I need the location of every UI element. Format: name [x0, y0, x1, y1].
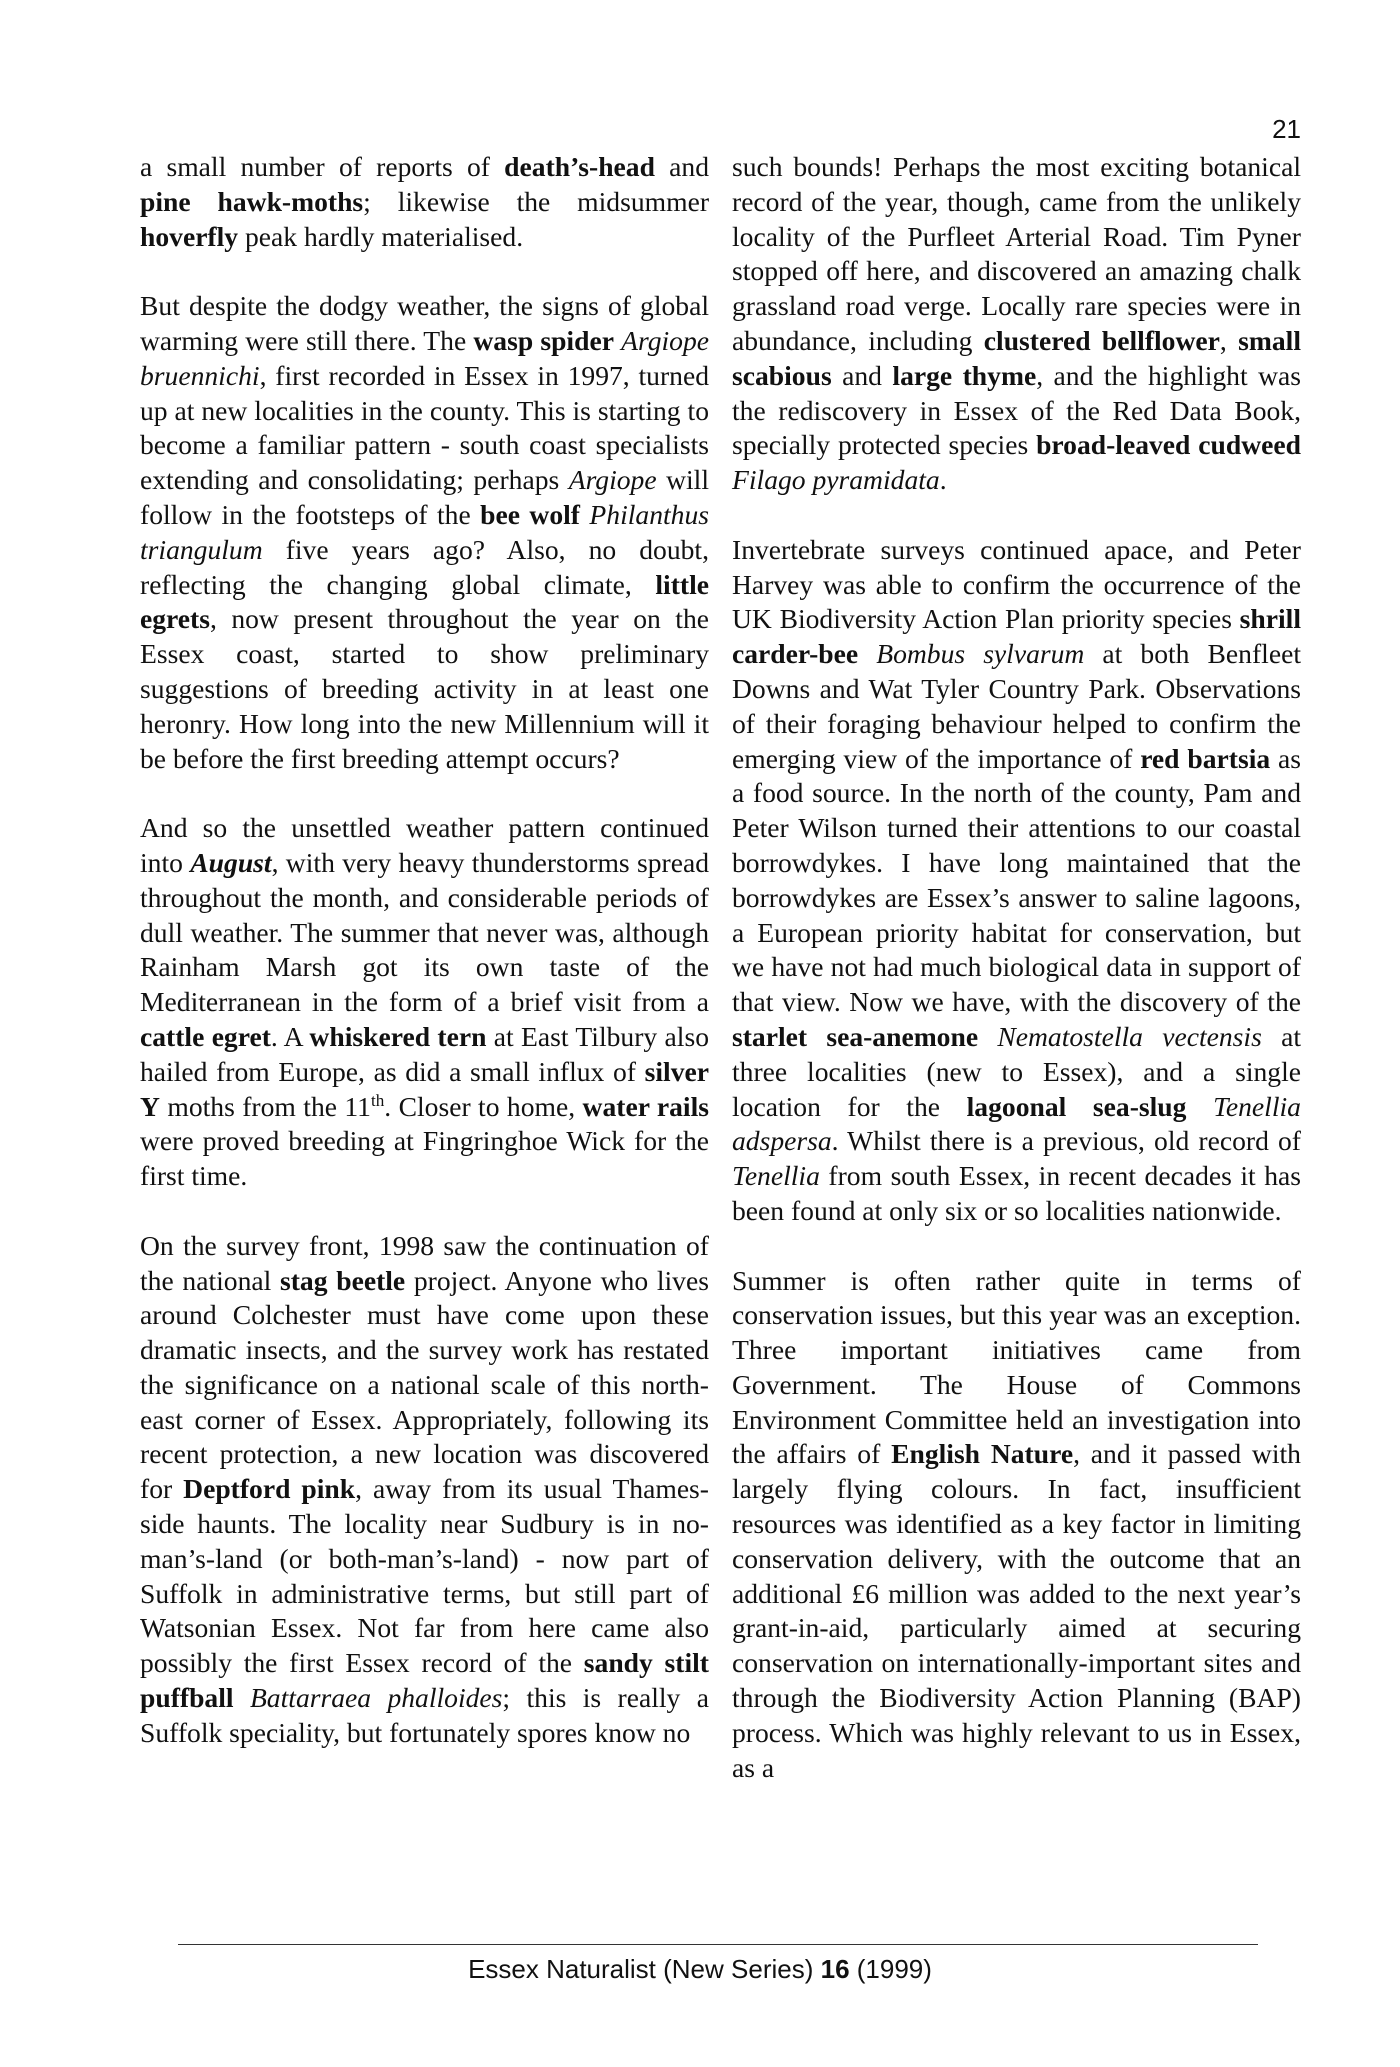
text-run: at three localities (new to Essex), and a single location for the: [732, 1020, 1301, 1122]
highlighted-term: whiskered tern: [309, 1020, 487, 1052]
left-column: [140, 150, 709, 1751]
highlighted-term: small scabious: [732, 324, 1301, 391]
text-run: and: [831, 359, 893, 391]
paragraph: [732, 1264, 1301, 1786]
species-name: Argiope bruennichi: [140, 324, 709, 391]
species-name: Tenellia adspersa: [732, 1090, 1301, 1157]
ordinal-suffix: th: [370, 1090, 385, 1110]
highlighted-term: stag beetle: [280, 1264, 406, 1296]
highlighted-term: death’s-head: [504, 151, 655, 182]
highlighted-term: water rails: [582, 1090, 709, 1122]
text-run: . Closer to home,: [384, 1090, 583, 1122]
text-run: . A: [270, 1020, 310, 1052]
text-run: were proved breeding at Fingringhoe Wick for the first time.: [140, 1125, 709, 1192]
species-name: Filago pyramidata: [732, 464, 940, 496]
text-run: .: [939, 464, 947, 496]
text-run: [234, 1682, 250, 1713]
text-run: [978, 1021, 997, 1052]
footer-journal: Essex Naturalist (New Series): [468, 1954, 814, 1984]
highlighted-term: English Nature: [891, 1438, 1074, 1470]
text-run: . Whilst there is a previous, old record of: [831, 1125, 1301, 1157]
text-run: such bounds! Perhaps the most exciting botanical record of the year, though, came from the unlikely locality of the Purfleet Arterial Road. Tim Pyner stopped off here, and discovered an amazing chalk grassland road verge. Locally rare species were in abundance, including: [732, 151, 1301, 356]
text-run: and: [654, 151, 709, 182]
highlighted-term: August: [190, 846, 272, 878]
highlighted-term: silver Y: [140, 1055, 709, 1122]
text-run: five years ago? Also, no doubt, reflecting the changing global climate,: [140, 533, 709, 600]
text-run: as a food source. In the north of the county, Pam and Peter Wilson turned their attentions to our coastal borrowdykes. I have long maintained that the borrowdykes are Essex’s answer to saline lagoons, a European priority habitat for conservation, but we have not had much biological data in support of that view. Now we have, with the discovery of the: [732, 742, 1301, 1018]
text-run: , first recorded in Essex in 1997, turned up at new localities in the county. This is starting to become a familiar pattern - south coast specialists extending and consolidating; perhaps: [140, 359, 709, 496]
highlighted-term: sandy stilt puffball: [140, 1647, 709, 1714]
page-footer: [0, 1953, 1400, 1985]
paragraph: [732, 150, 1301, 498]
text-run: [1186, 1091, 1213, 1122]
text-run: a small number of reports of: [140, 151, 505, 182]
footer-year: (1999): [856, 1954, 932, 1984]
text-run: Summer is often rather quite in terms of conservation issues, but this year was an exception. Three important initiatives came from Government. The House of Commons Environment Committee held an investigation into the affairs of: [732, 1264, 1301, 1470]
species-name: Bombus sylvarum: [876, 638, 1085, 670]
highlighted-term: clustered bellflower: [983, 324, 1220, 356]
text-run: moths from the 11: [159, 1090, 371, 1122]
page-number: 21: [1272, 114, 1301, 144]
highlighted-term: red bartsia: [1140, 742, 1271, 774]
text-run: peak hardly materialised.: [238, 220, 524, 252]
paragraph: [140, 1229, 709, 1751]
text-run: [580, 499, 589, 530]
highlighted-term: wasp spider: [473, 324, 614, 356]
highlighted-term: bee wolf: [480, 498, 580, 530]
text-run: On the survey front, 1998 saw the continuation of the national: [140, 1229, 709, 1296]
text-run: , away from its usual Thames-side haunts. The locality near Sudbury is in no-man’s-land (or both-man’s-land) - now part of Suffolk in administrative terms, but still part of Watsonian Essex. Not far from here came also possibly the first Essex record of the: [140, 1473, 709, 1679]
text-run: at East Tilbury also hailed from Europe, as did a small influx of: [140, 1020, 710, 1087]
footer-volume: 16: [820, 1954, 850, 1984]
highlighted-term: large thyme: [892, 359, 1037, 391]
species-name: Argiope: [568, 464, 657, 496]
highlighted-term: pine hawk-moths: [140, 185, 364, 217]
paragraph: [140, 150, 709, 254]
text-run: at both Benfleet Downs and Wat Tyler Country Park. Observations of their foraging behaviour helped to confirm the emerging view of the importance of: [732, 638, 1301, 774]
text-run: Invertebrate surveys continued apace, and Peter Harvey was able to confirm the occurrence of the UK Biodiversity Action Plan priority species: [732, 533, 1301, 635]
text-run: And so the unsettled weather pattern continued into: [140, 812, 709, 878]
highlighted-term: shrill carder-bee: [732, 603, 1301, 670]
highlighted-term: little egrets: [140, 568, 709, 635]
species-name: Battarraea phalloides: [249, 1682, 503, 1714]
text-run: will follow in the footsteps of the: [140, 464, 709, 530]
highlighted-term: cattle egret: [140, 1020, 271, 1052]
paragraph: [732, 533, 1301, 1229]
highlighted-term: hoverfly: [140, 220, 239, 252]
text-run: [858, 638, 876, 669]
highlighted-term: starlet sea-anemone: [732, 1020, 979, 1052]
highlighted-term: lagoonal sea-slug: [966, 1090, 1187, 1122]
highlighted-term: Deptford pink: [183, 1473, 356, 1505]
footer-rule: [178, 1944, 1258, 1945]
text-run: , now present throughout the year on the Essex coast, started to show preliminary suggestions of breeding activity in at least one heronry. How long into the new Millennium will it be before the first breeding attempt occurs?: [140, 603, 709, 774]
right-column: [732, 150, 1301, 1785]
text-run: , and it passed with largely flying colours. In fact, insufficient resources was identified as a key factor in limiting conservation delivery, with the outcome that an additional £6 million was added to the next year’s grant-in-aid, particularly aimed at securing conservation on internationally-important sites and through the Biodiversity Action Planning (BAP) process. Which was highly relevant to us in Essex, as a: [732, 1438, 1301, 1783]
text-run: project. Anyone who lives around Colchester must have come upon these dramatic insects, and the survey work has restated the significance on a national scale of this north-east corner of Essex. Appropriately, following its recent protection, a new location was discovered for: [140, 1264, 709, 1505]
species-name: Nematostella vectensis: [997, 1020, 1262, 1052]
highlighted-term: broad-leaved cudweed: [1036, 429, 1301, 461]
text-run: ,: [1219, 324, 1239, 356]
species-name: Tenellia: [732, 1160, 820, 1192]
paragraph: [140, 289, 709, 776]
text-run: from south Essex, in recent decades it has been found at only six or so localities nationwide.: [732, 1160, 1301, 1226]
text-run: But despite the dodgy weather, the signs of global warming were still there. The: [140, 290, 709, 356]
text-run: , and the highlight was the rediscovery in Essex of the Red Data Book, specially protected species: [732, 359, 1301, 461]
paragraph: [140, 811, 709, 1194]
text-run: , with very heavy thunderstorms spread throughout the month, and considerable periods of dull weather. The summer that never was, although Rainham Marsh got its own taste of the Mediterranean in the form of a brief visit from a: [140, 846, 710, 1018]
species-name: Philanthus triangulum: [140, 498, 709, 565]
text-run: ; this is really a Suffolk speciality, but fortunately spores know no: [140, 1682, 709, 1748]
text-run: ; likewise the midsummer: [363, 185, 710, 217]
